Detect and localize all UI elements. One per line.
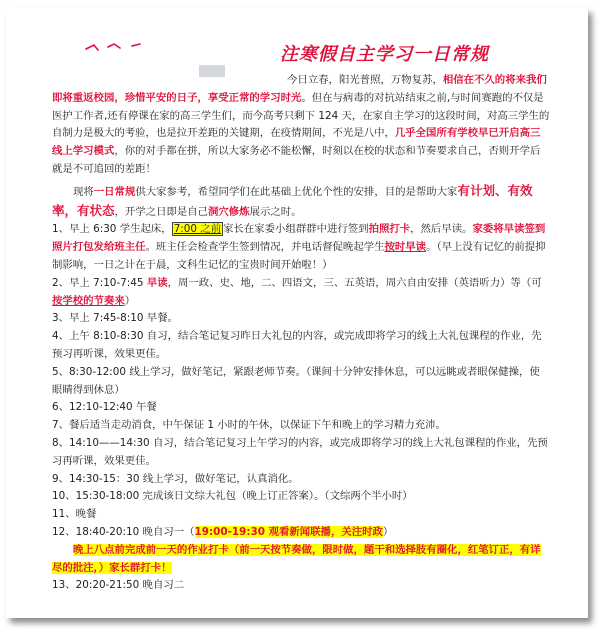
intro-text: 供大家参考，希望同学们在此基础上优化个性的安排，目的是帮助大家 bbox=[135, 185, 458, 198]
schedule-item-6: 6、12:10-12:40 午餐 bbox=[52, 401, 157, 414]
intro-text: 现将 bbox=[73, 185, 94, 198]
schedule-item-9: 9、14:30-15：30 线上学习，做好笔记，认真消化。 bbox=[52, 472, 299, 485]
schedule-item-13: 13、20:20-21:50 晚自习二 bbox=[52, 579, 185, 592]
schedule-item-3: 3、早上 7:45-8:10 早餐。 bbox=[52, 312, 178, 325]
schedule-item-11: 11、晚餐 bbox=[52, 508, 97, 521]
document-body bbox=[52, 72, 550, 595]
schedule-item-10: 10、15:30-18:00 完成该日文综大礼包（晚上订正答案）。（文综两个半小时） bbox=[52, 490, 413, 503]
intro-text: 。但在与病毒的对抗站结束之前,与时间赛跑的不仅是医护工作者,还有停课在家的高三学生们，而今高考只剩下 124 天，在家自主学习的这段时间，对高三学生的自制力是极大的考验，也是拉开差距的关键期，在疫情期间，不光是八中， bbox=[52, 91, 550, 140]
intro-paragraph-1 bbox=[52, 72, 550, 179]
intro-emphasis: 相信在不久的将来我们即将重返校园，珍惜平安的日子，享受正常的学习时光 bbox=[52, 74, 547, 104]
intro-emphasis: 有计划、有效率，有状态 bbox=[52, 182, 533, 218]
intro-emphasis: 洞穴修炼 bbox=[208, 205, 250, 218]
schedule-item-5: 5、8:30-12:00 线上学习，做好笔记，紧跟老师节奏。（课间十分钟安排休息，可以远眺或者眼保健操，使眼睛得到休息） bbox=[52, 365, 540, 396]
intro-text: ，开学之日即是自己 bbox=[114, 205, 209, 218]
intro-emphasis: 几乎全国所有学校早已开启高三线上学习模式 bbox=[52, 127, 541, 158]
schedule-item-4: 4、上午 8:10-8:30 自习，结合笔记复习昨日大礼包的内容，或完成即将学习的线上大礼包课程的作业，先预习再听课，效果更佳。 bbox=[52, 330, 542, 360]
intro-text: ，你的对手都在拼，所以大家务必不能松懈，时刻以在校的状态和节奏要求自己，否则开学后就是不可追回的差距！ bbox=[52, 145, 541, 175]
intro-emphasis: 一日常规 bbox=[93, 185, 136, 198]
schedule-item-7: 7、餐后适当走动消食，中午保证 1 小时的午休，以保证下午和晚上的学习精力充沛。 bbox=[52, 419, 446, 432]
schedule-item-8: 8、14:10——14:30 自习，结合笔记复习上午学习的内容，或完成即将学习的线上大礼包课程的作业，先预习再听课，效果更佳。 bbox=[52, 436, 548, 467]
document-title: 注寒假自主学习一日常规 bbox=[280, 44, 489, 65]
homework-note: 晚上八点前完成前一天的作业打卡（前一天按节奏做，限时做，题干和选择肢有圈化，红笔订正，有详尽的批注，）家长群打卡！ bbox=[52, 543, 541, 574]
schedule-item-1: 1、早上 6:30 学生起床， 7:00 之前 家长在家委小组群群中进行签到拍照打卡，然后早读。家委将早读签到照片打包发给班主任。班主任会检查学生签到情况，并电话督促晚起学生按时早读。（早上没有记忆的前提抑制影响，一日之计在于晨，文科生记忆的宝贵时间开始啦！） bbox=[52, 223, 546, 271]
schedule-item-2: 2、早上 7:10-7:45 早读，周一政、史、地，二、四语文，三、五英语，周六自由安排（英语听力）等（可按学校的节奏来） bbox=[52, 276, 542, 307]
intro-paragraph-2 bbox=[52, 182, 550, 222]
pencil-scribble-mark bbox=[84, 41, 144, 53]
schedule-item-12: 12、18:40-20:10 晚自习一（19:00-19:30 观看新闻联播，关注时政） bbox=[52, 525, 394, 538]
document-sheet bbox=[6, 8, 588, 618]
intro-text: 今日立春，阳光普照，万物复苏， bbox=[287, 74, 443, 86]
intro-text: 展示之时。 bbox=[249, 205, 302, 218]
